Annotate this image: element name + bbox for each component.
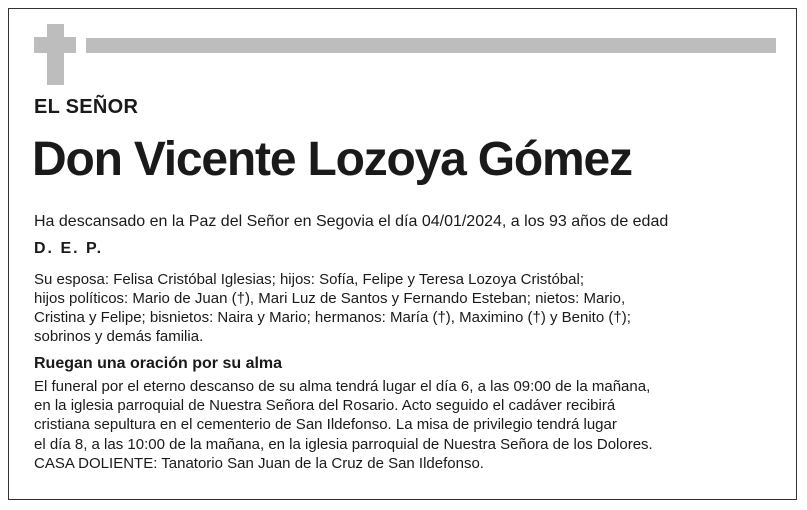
family-line: hijos políticos: Mario de Juan (†), Mari Luz de Santos y Fernando Esteban; nietos: Mario, xyxy=(34,290,626,307)
death-announcement: Ha descansado en la Paz del Señor en Segovia el día 04/01/2024, a los 93 años de edad xyxy=(34,213,669,230)
header-bar xyxy=(86,38,776,53)
dep-label: D. E. P. xyxy=(34,240,104,257)
funeral-line: cristiana sepultura en el cementerio de San Ildefonso. La misa de privilegio tendrá lugar xyxy=(34,416,617,434)
honorific: EL SEÑOR xyxy=(34,96,139,118)
family-list xyxy=(34,270,631,346)
funeral-details xyxy=(34,377,653,473)
deceased-name: Don Vicente Lozoya Gómez xyxy=(32,133,632,186)
funeral-line: el día 8, a las 10:00 de la mañana, en la iglesia parroquial de Nuestra Señora de los Dolores. xyxy=(34,435,653,453)
family-line: Su esposa: Felisa Cristóbal Iglesias; hijos: Sofía, Felipe y Teresa Lozoya Cristóbal; xyxy=(34,271,584,288)
family-line: Cristina y Felipe; bisnietos: Naira y Mario; hermanos: María (†), Maximino (†) y Benito (†); xyxy=(34,309,631,326)
prayer-heading: Ruegan una oración por su alma xyxy=(34,355,283,372)
family-line: sobrinos y demás familia. xyxy=(34,328,204,345)
funeral-line: El funeral por el eterno descanso de su alma tendrá lugar el día 6, a las 09:00 de la mañana, xyxy=(34,378,651,395)
funeral-line: CASA DOLIENTE: Tanatorio San Juan de la Cruz de San Ildefonso. xyxy=(34,454,484,472)
cross-icon-arm xyxy=(34,37,76,53)
funeral-line: en la iglesia parroquial de Nuestra Señora del Rosario. Acto seguido el cadáver recibirá xyxy=(34,397,616,415)
cross-icon xyxy=(47,24,64,85)
